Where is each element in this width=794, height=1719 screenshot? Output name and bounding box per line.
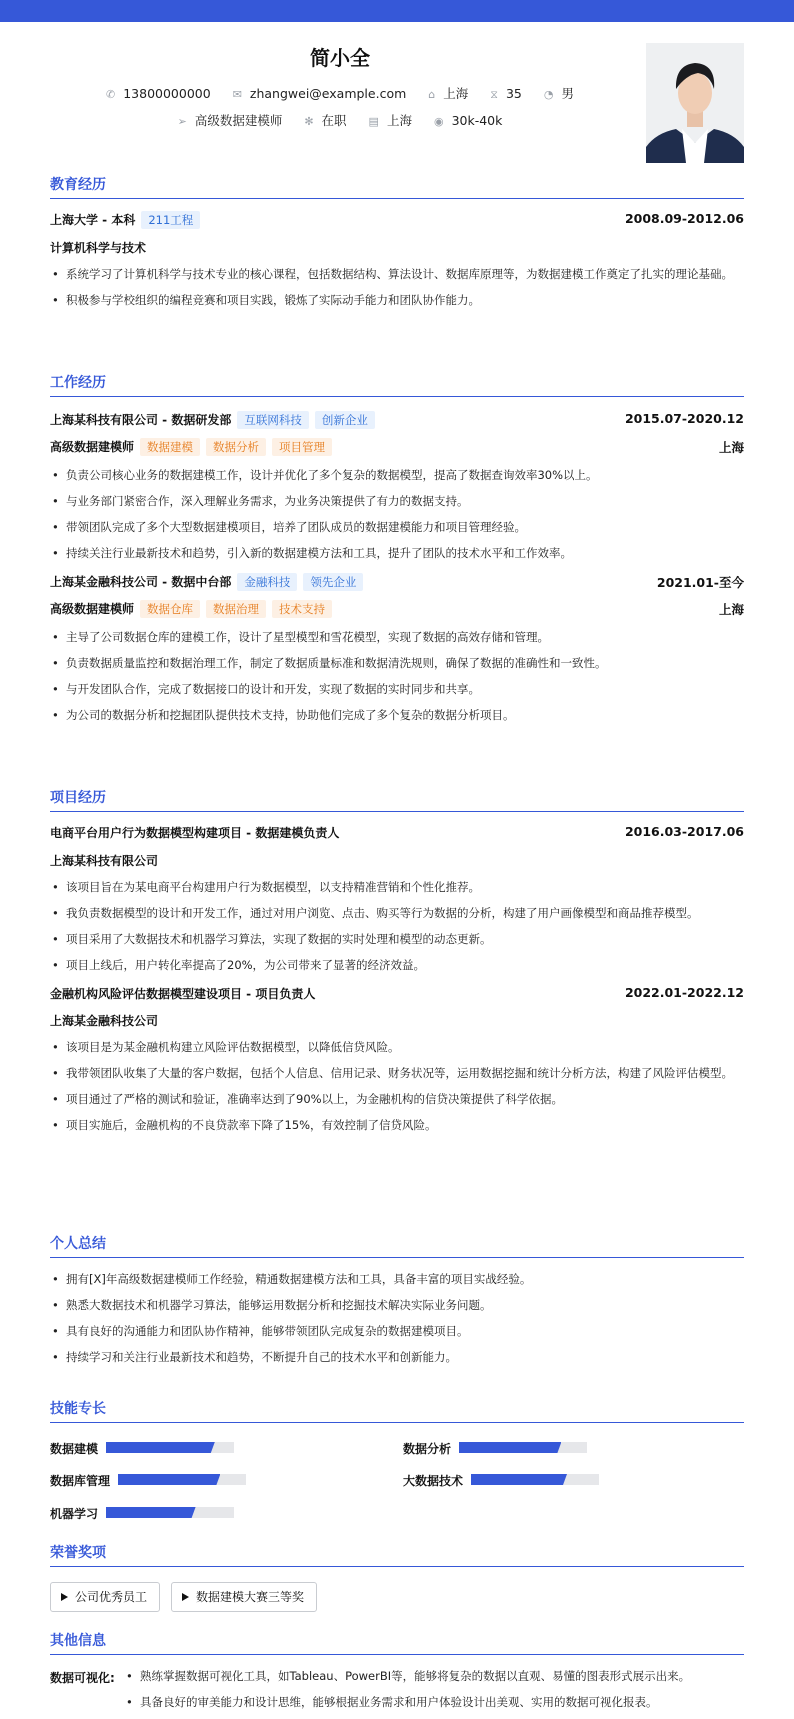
other-label: 数据可视化:	[50, 1671, 115, 1685]
skill-bar-fill	[118, 1474, 220, 1485]
skill-name: 数据分析	[403, 1442, 452, 1456]
contact-age: ⧖ 35	[490, 86, 522, 101]
skill-bar	[471, 1474, 599, 1485]
skills-section	[50, 1398, 744, 1528]
project-company: 上海某科技有限公司	[50, 854, 159, 868]
contact-phone: ✆ 13800000000	[106, 86, 211, 101]
project-title: 电商平台用户行为数据模型构建项目 - 数据建模负责人	[50, 826, 340, 840]
awards-section	[50, 1542, 744, 1612]
job-intent-row	[50, 111, 630, 129]
award-badge: 公司优秀员工	[50, 1582, 160, 1612]
skill-tag: 数据分析	[206, 438, 266, 456]
work-role: 高级数据建模师	[50, 440, 135, 454]
contact-gender: ◔ 男	[543, 86, 574, 101]
job-status: ✻ 在职	[304, 113, 347, 128]
other-section	[50, 1630, 744, 1714]
list-item: • 我负责数据模型的设计和开发工作，通过对用户浏览、点击、购买等行为数据的分析，构建了用户画像模型和商品推荐模型。	[50, 904, 744, 923]
section-title-awards: 荣誉奖项	[50, 1542, 744, 1567]
section-title-other: 其他信息	[50, 1630, 744, 1655]
work-role-header	[50, 438, 744, 456]
phone-icon: ✆	[106, 88, 116, 101]
skill-bar-fill	[459, 1442, 561, 1453]
skill-bar	[106, 1442, 234, 1453]
skill-name: 机器学习	[50, 1507, 99, 1521]
list-item: • 项目上线后，用户转化率提高了20%，为公司带来了显著的经济效益。	[50, 956, 744, 975]
work-role-header	[50, 600, 744, 618]
summary-section	[50, 1233, 744, 1363]
section-title-summary: 个人总结	[50, 1233, 744, 1258]
list-item: • 持续关注行业最新技术和趋势，引入新的数据建模方法和工具，提升了团队的技术水平和工作效率。	[50, 544, 744, 563]
project-header	[50, 985, 744, 1002]
play-icon	[61, 1593, 68, 1601]
job-city: ▤ 上海	[368, 113, 412, 128]
salary-icon: ◉	[433, 115, 444, 128]
project-company: 上海某金融科技公司	[50, 1014, 159, 1028]
section-title-skills: 技能专长	[50, 1398, 744, 1423]
education-bullets	[50, 265, 744, 317]
resume-page	[50, 22, 744, 1709]
work-company-header	[50, 573, 744, 591]
skill-tag: 数据仓库	[140, 600, 200, 618]
mail-icon: ✉	[232, 88, 242, 101]
list-item: • 熟悉大数据技术和机器学习算法，能够运用数据分析和挖掘技术解决实际业务问题。	[50, 1296, 744, 1315]
section-title-education: 教育经历	[50, 174, 744, 199]
building-icon: ▤	[368, 115, 379, 128]
project-bullets	[50, 878, 744, 982]
work-company: 上海某金融科技公司 - 数据中台部	[50, 575, 232, 589]
list-item: • 该项目是为某金融机构建立风险评估数据模型，以降低信贷风险。	[50, 1038, 744, 1057]
list-item: • 我带领团队收集了大量的客户数据，包括个人信息、信用记录、财务状况等，运用数据挖掘和统计分析方法，构建了风险评估模型。	[50, 1064, 744, 1083]
section-title-work: 工作经历	[50, 372, 744, 397]
list-item: • 具备良好的审美能力和设计思维，能够根据业务需求和用户体验设计出美观、实用的数据可视化报表。	[124, 1693, 744, 1712]
project-bullets	[50, 1038, 744, 1142]
gender-icon: ◔	[543, 88, 554, 101]
list-item: • 拥有[X]年高级数据建模师工作经验，精通数据建模方法和工具，具备丰富的项目实战经验。	[50, 1270, 744, 1289]
skill-bar-fill	[106, 1442, 215, 1453]
list-item: • 熟练掌握数据可视化工具，如Tableau、PowerBI等，能够将复杂的数据以直观、易懂的图表形式展示出来。	[124, 1667, 744, 1686]
skill-bar-fill	[106, 1507, 196, 1518]
education-major: 计算机科学与技术	[50, 241, 147, 255]
project-header	[50, 824, 744, 841]
projects-section	[50, 787, 744, 1217]
skill-tag: 数据建模	[140, 438, 200, 456]
education-header	[50, 211, 744, 229]
list-item: • 项目采用了大数据技术和机器学习算法，实现了数据的实时处理和模型的动态更新。	[50, 930, 744, 949]
education-section	[50, 174, 744, 324]
company-tag: 金融科技	[237, 573, 297, 591]
list-item: • 负责数据质量监控和数据治理工作，制定了数据质量标准和数据清洗规则，确保了数据的准确性和一致性。	[50, 654, 744, 673]
work-bullets	[50, 466, 744, 570]
award-badge: 数据建模大赛三等奖	[171, 1582, 317, 1612]
list-item: • 项目通过了严格的测试和验证，准确率达到了90%以上，为金融机构的信贷决策提供了科学依据。	[50, 1090, 744, 1109]
work-city: 上海	[718, 602, 744, 617]
list-item: • 主导了公司数据仓库的建模工作，设计了星型模型和雪花模型，实现了数据的高效存储和管理。	[50, 628, 744, 647]
list-item: • 积极参与学校组织的编程竞赛和项目实践，锻炼了实际动手能力和团队协作能力。	[50, 291, 744, 310]
work-city: 上海	[718, 440, 744, 455]
skill-name: 数据库管理	[50, 1474, 111, 1488]
work-bullets	[50, 628, 744, 732]
education-tag: 211工程	[141, 211, 200, 229]
list-item: • 系统学习了计算机科学与技术专业的核心课程，包括数据结构、算法设计、数据库原理等，为数据建模工作奠定了扎实的理论基础。	[50, 265, 744, 284]
list-item: • 带领团队完成了多个大型数据建模项目，培养了团队成员的数据建模能力和项目管理经验。	[50, 518, 744, 537]
project-title: 金融机构风险评估数据模型建设项目 - 项目负责人	[50, 987, 316, 1001]
work-role: 高级数据建模师	[50, 602, 135, 616]
profile-photo	[646, 43, 744, 163]
list-item: • 为公司的数据分析和挖掘团队提供技术支持，协助他们完成了多个复杂的数据分析项目。	[50, 706, 744, 725]
send-icon: ➢	[177, 115, 187, 128]
work-date: 2021.01-至今	[656, 575, 744, 590]
company-tag: 创新企业	[315, 411, 375, 429]
job-salary: ◉ 30k-40k	[433, 113, 503, 128]
age-icon: ⧖	[490, 88, 498, 101]
skill-bar	[459, 1442, 587, 1453]
project-date: 2016.03-2017.06	[624, 824, 744, 839]
skill-tag: 技术支持	[272, 600, 332, 618]
list-item: • 与业务部门紧密合作，深入理解业务需求，为业务决策提供了有力的数据支持。	[50, 492, 744, 511]
contact-location: ⌂ 上海	[428, 86, 469, 101]
home-icon: ⌂	[428, 88, 436, 101]
skill-bar	[106, 1507, 234, 1518]
candidate-name: 简小全	[310, 46, 370, 70]
work-date: 2015.07-2020.12	[624, 411, 744, 426]
skill-name: 大数据技术	[403, 1474, 464, 1488]
company-tag: 领先企业	[303, 573, 363, 591]
work-company-header	[50, 411, 744, 429]
section-title-projects: 项目经历	[50, 787, 744, 812]
skill-bar	[118, 1474, 246, 1485]
company-tag: 互联网科技	[237, 411, 309, 429]
list-item: • 具有良好的沟通能力和团队协作精神，能够带领团队完成复杂的数据建模项目。	[50, 1322, 744, 1341]
job-position: ➢ 高级数据建模师	[177, 113, 283, 128]
skill-tag: 数据治理	[206, 600, 266, 618]
contact-email: ✉ zhangwei@example.com	[232, 86, 407, 101]
top-accent-bar	[0, 0, 794, 22]
project-date: 2022.01-2022.12	[624, 985, 744, 1000]
other-bullets	[124, 1667, 744, 1719]
work-company: 上海某科技有限公司 - 数据研发部	[50, 413, 232, 427]
skill-bar-fill	[471, 1474, 567, 1485]
resume-header	[50, 22, 744, 192]
list-item: • 与开发团队合作，完成了数据接口的设计和开发，实现了数据的实时同步和共享。	[50, 680, 744, 699]
status-icon: ✻	[304, 115, 314, 128]
skill-tag: 项目管理	[272, 438, 332, 456]
summary-bullets	[50, 1270, 744, 1374]
list-item: • 该项目旨在为某电商平台构建用户行为数据模型，以支持精准营销和个性化推荐。	[50, 878, 744, 897]
skill-name: 数据建模	[50, 1442, 99, 1456]
list-item: • 持续学习和关注行业最新技术和趋势，不断提升自己的技术水平和创新能力。	[50, 1348, 744, 1367]
list-item: • 负责公司核心业务的数据建模工作，设计并优化了多个复杂的数据模型，提高了数据查询效率30%以上。	[50, 466, 744, 485]
contact-row	[50, 84, 630, 102]
work-section	[50, 372, 744, 772]
list-item: • 项目实施后，金融机构的不良贷款率下降了15%，有效控制了信贷风险。	[50, 1116, 744, 1135]
profile-photo-illustration	[646, 43, 744, 163]
education-date: 2008.09-2012.06	[624, 211, 744, 226]
education-school: 上海大学 - 本科	[50, 213, 136, 227]
play-icon	[182, 1593, 189, 1601]
